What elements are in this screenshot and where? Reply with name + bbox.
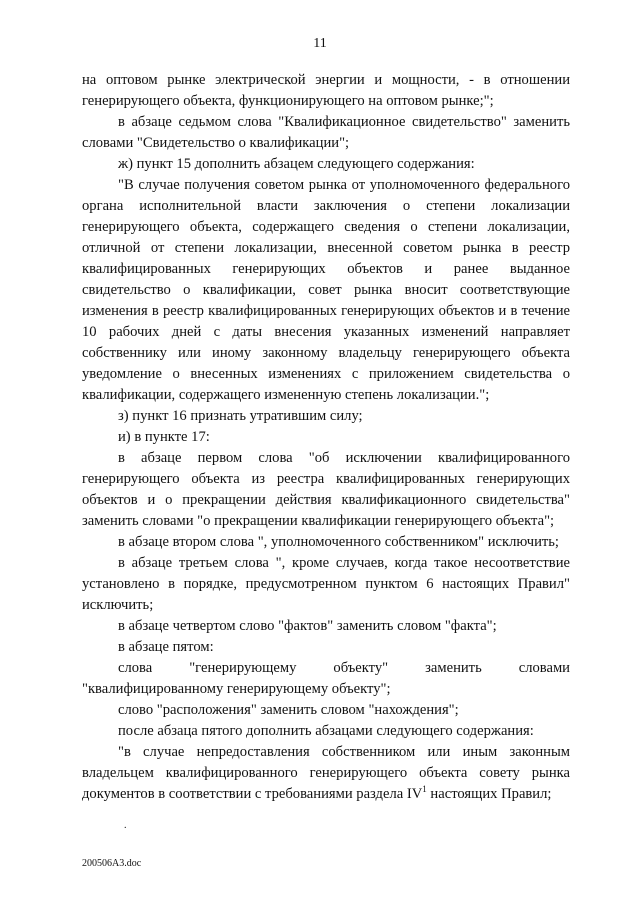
paragraph: ж) пункт 15 дополнить абзацем следующего содержания: — [118, 156, 475, 172]
paragraph: после абзаца пятого дополнить абзацами следующего содержания: — [118, 723, 534, 739]
paragraph: в абзаце третьем слова ", кроме случаев, когда такое несоответствие установлено в порядке, предусмотренном пунктом 6 настоящих Правил" исключить; — [82, 555, 570, 613]
paragraph: и) в пункте 17: — [118, 429, 210, 445]
paragraph: слова "генерирующему объекту" заменить словами "квалифицированному генерирующему объекту"; — [82, 660, 570, 697]
paragraph: в абзаце седьмом слова "Квалификационное свидетельство" заменить словами "Свидетельство о квалификации"; — [82, 114, 570, 151]
paragraph-last-tail: настоящих Правил; — [426, 786, 552, 802]
superscript: 1 — [422, 784, 427, 795]
paragraph: в абзаце втором слова ", уполномоченного собственником" исключить; — [118, 534, 559, 550]
paragraph: в абзаце пятом: — [118, 639, 214, 655]
paragraph: в абзаце четвертом слово "фактов" заменить словом "факта"; — [118, 618, 497, 634]
paragraph: слово "расположения" заменить словом "нахождения"; — [118, 702, 459, 718]
footer-dot: . — [124, 820, 127, 831]
footer-filename: 200506A3.doc — [82, 858, 142, 869]
paragraph-last-text: "в случае непредоставления собственником или иным законным владельцем квалифицированного генерирующего объекта совету рынка документов в соответствии с требованиями раздела IV — [82, 744, 570, 802]
paragraph: з) пункт 16 признать утратившим силу; — [118, 408, 363, 424]
paragraph-last — [82, 742, 570, 805]
paragraph: в абзаце первом слова "об исключении квалифицированного генерирующего объекта из реестра квалифицированных генерирующих объектов и о прекращении действия квалификационного свидетельства" заменить словами "о прекращении квалификации генерирующего объекта"; — [82, 450, 570, 529]
document-body — [82, 70, 570, 805]
page-number: 11 — [313, 36, 327, 51]
paragraph: на оптовом рынке электрической энергии и мощности, - в отношении генерирующего объекта, функционирующего на оптовом рынке;"; — [82, 72, 570, 109]
paragraph: "В случае получения советом рынка от уполномоченного федерального органа исполнительной власти заключения о степени локализации генерирующего объекта, содержащего сведения о степени локализации, отличной от степени локализации, внесенной советом рынка в реестр квалифицированных генерирующих объектов и ранее выданное свидетельство о квалификации, совет рынка вносит соответствующие изменения в реестр квалифицированных генерирующих объектов и в течение 10 рабочих дней с даты внесения указанных изменений направляет собственнику или иному законному владельцу генерирующего объекта уведомление о внесенных изменениях с приложением свидетельства о квалификации, содержащего измененную степень локализации."; — [82, 177, 570, 403]
